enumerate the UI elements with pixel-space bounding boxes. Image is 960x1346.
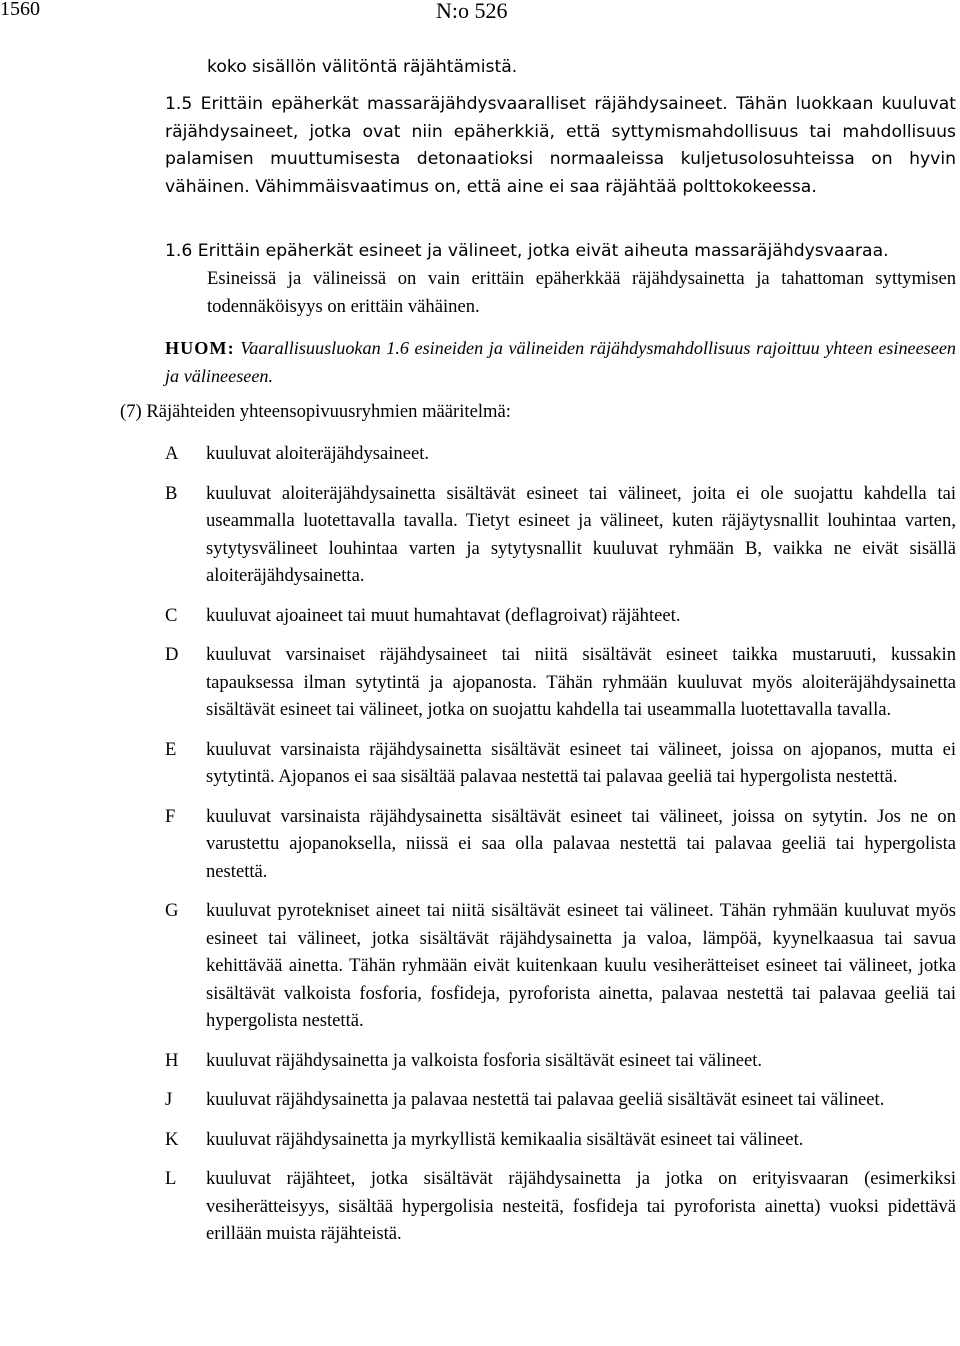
group-description: kuuluvat varsinaista räjähdysainetta sisältävät esineet tai välineet, joissa on ajopanos, mutta ei sytytintä. Ajopanos ei saa sisältää palavaa nestettä tai palavaa geeliä tai hypergolista nestettä.	[206, 738, 956, 787]
group-letter: J	[165, 1089, 173, 1110]
group-row-k	[165, 1126, 956, 1154]
group-description: kuuluvat aloiteräjähdysainetta sisältävät esineet tai välineet, joita ei ole suojattu kahdella tai useammalla luotettavalla tavalla. Tietyt esineet ja välineet, kuten räjäytysnallit louhintaa varten, sytytysvälineet louhintaa varten ja sytytysnallit kuuluvat ryhmään B, vaikka ne eivät sisällä aloiteräjähdysainetta.	[206, 482, 956, 586]
group-letter: F	[165, 805, 176, 827]
group-description: kuuluvat räjähdysainetta ja myrkyllistä kemikaalia sisältävät esineet tai välineet.	[206, 1128, 804, 1150]
group-row-b	[165, 480, 956, 590]
group-row-h	[165, 1047, 956, 1075]
group-letter: H	[165, 1049, 179, 1071]
group-row-g	[165, 897, 956, 1035]
group-row-a	[165, 440, 956, 468]
group-description: kuuluvat varsinaiset räjähdysaineet tai niitä sisältävät esineet taikka mustaruuti, kussakin tapauksessa ilman sytytintä ja ajopanosta. Tähän ryhmään kuuluvat myös aloiteräjähdysainetta sisältävät esineet tai välineet, jotka on suojattu kahdella tai useammalla luotettavalla tavalla.	[206, 644, 956, 720]
group-description: kuuluvat räjähdysainetta ja palavaa nestettä tai palavaa geeliä sisältävät esineet tai välineet.	[206, 1089, 885, 1110]
note-paragraph	[165, 335, 956, 390]
group-row-f	[165, 803, 956, 886]
compatibility-group-list	[165, 440, 956, 1248]
section-1-6-text: Esineissä ja välineissä on vain erittäin epäherkkää räjähdysainetta ja tahattoman syttymisen todennäköisyys on erittäin vähäinen.	[207, 268, 956, 317]
group-letter: A	[165, 443, 179, 464]
group-row-d	[165, 641, 956, 724]
page-number: 1560	[0, 0, 40, 20]
group-letter: C	[165, 604, 178, 626]
section-1-6-heading: 1.6 Erittäin epäherkät esineet ja välineet, jotka eivät aiheuta massaräjähdysvaaraa.	[165, 241, 889, 261]
group-description: kuuluvat aloiteräjähdysaineet.	[206, 443, 430, 464]
group-letter: D	[165, 644, 179, 665]
group-letter: E	[165, 738, 177, 760]
note-text: Vaarallisuusluokan 1.6 esineiden ja välineiden räjähdysmahdollisuus rajoittuu yhteen esineeseen ja välineeseen.	[165, 338, 956, 386]
document-number: N:o 526	[436, 0, 508, 23]
group-row-e	[165, 736, 956, 791]
group-row-c	[165, 602, 956, 630]
group-letter: G	[165, 900, 179, 921]
group-letter: L	[165, 1168, 177, 1189]
group-letter: B	[165, 482, 178, 504]
section-1-5-text: 1.5 Erittäin epäherkät massaräjähdysvaaralliset räjähdysaineet. Tähän luokkaan kuuluvat räjähdysaineet, jotka ovat niin epäherkkiä, että syttymismahdollisuus tai mahdollisuus palamisen muuttumisesta detonaatioksi normaaleissa kuljetusolosuhteissa on hyvin vähäinen. Vähimmäisvaatimus on, että aine ei saa räjähtää polttokokeessa.	[165, 94, 956, 197]
intro-line: koko sisällön välitöntä räjähtämistä.	[207, 57, 518, 77]
note-label: HUOM:	[165, 338, 235, 358]
definition-heading: (7) Räjähteiden yhteensopivuusryhmien määritelmä:	[120, 401, 511, 422]
group-description: kuuluvat varsinaista räjähdysainetta sisältävät esineet tai välineet, joissa on sytytin. Jos ne on varustettu ajopanoksella, niissä ei saa olla palavaa nestettä tai palavaa geeliä tai hypergolista nestettä.	[206, 805, 956, 882]
group-letter: K	[165, 1128, 179, 1150]
group-description: kuuluvat pyrotekniset aineet tai niitä sisältävät esineet tai välineet. Tähän ryhmään kuuluvat myös esineet tai välineet, jotka sisältävät räjähdysainetta ja valoa, lämpöä, kyynelkaasua tai savua kehittävää ainetta. Tähän ryhmään eivät kuitenkaan kuulu vesiherätteiset esineet tai välineet, jotka sisältävät valkoista fosforia, fosfideja, pyroforista ainetta, palavaa nestettä tai palavaa geeliä tai hypergolista nestettä.	[206, 900, 956, 1031]
group-row-j	[165, 1086, 956, 1114]
group-description: kuuluvat ajoaineet tai muut humahtavat (deflagroivat) räjähteet.	[206, 604, 681, 626]
section-1-5-paragraph	[165, 91, 956, 201]
group-row-l	[165, 1165, 956, 1248]
group-description: kuuluvat räjähdysainetta ja valkoista fosforia sisältävät esineet tai välineet.	[206, 1049, 763, 1071]
group-description: kuuluvat räjähteet, jotka sisältävät räjähdysainetta ja jotka on erityisvaaran (esimerkiksi vesiherätteisyys, sisältää hypergolisia nesteitä, fosfideja tai pyroforista ainetta) vuoksi pidettävä erillään muista räjähteistä.	[206, 1168, 956, 1244]
